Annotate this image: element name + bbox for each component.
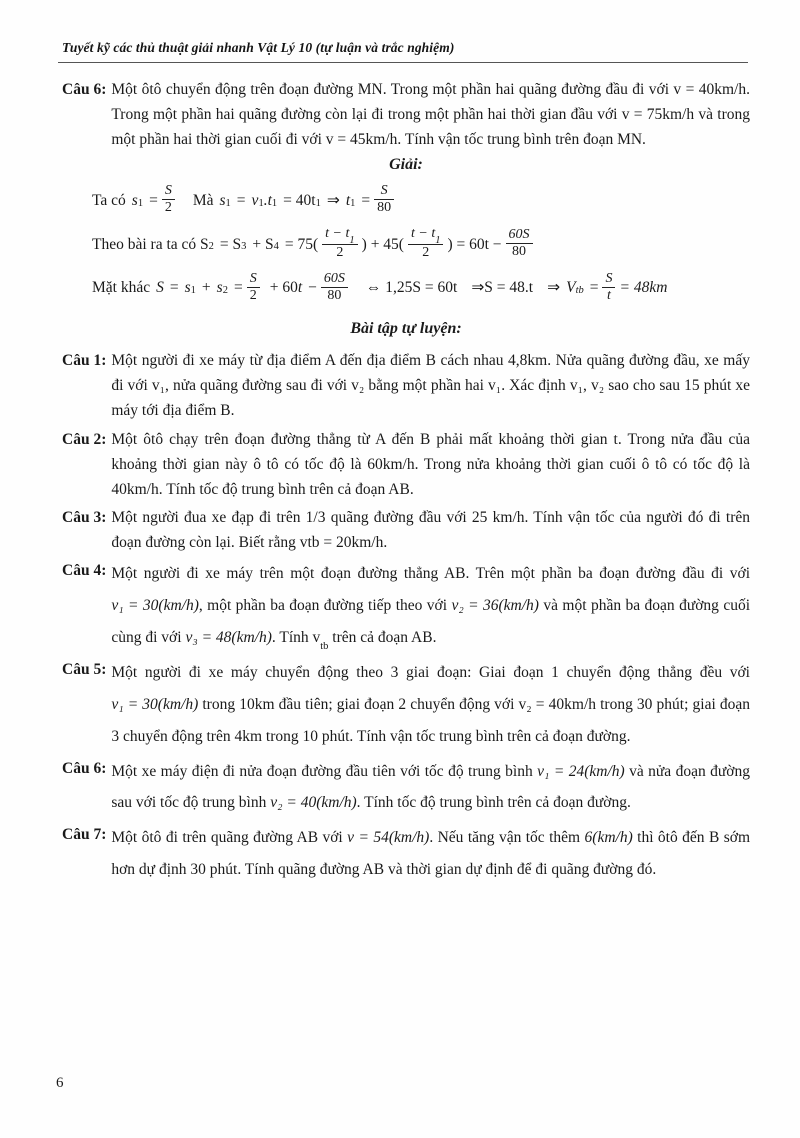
header-rule	[58, 62, 748, 63]
line3-f3-den: t	[602, 287, 615, 304]
line3-s1-sub: 1	[190, 285, 196, 297]
exercise-4-part-4-sub: tb	[320, 640, 329, 652]
exercise-5-part-1: Một người đi xe máy chuyển động theo 3 giai đoạn: Giai đoạn 1 chuyển động thẳng đều với	[111, 664, 750, 682]
line3-fraction-3	[602, 271, 615, 303]
line1-frac2-den: 80	[374, 199, 394, 216]
solved-example-block	[62, 77, 750, 152]
exercise-6-label: Câu 6:	[62, 759, 107, 777]
line3-f2-den: 80	[321, 287, 348, 304]
exercise-5	[62, 657, 750, 752]
line2-s4-sub: 4	[273, 241, 279, 253]
line1-fraction-S-80	[374, 183, 394, 215]
line1-40t-sub: 1	[315, 197, 321, 209]
line3-f1-num: S	[249, 270, 257, 286]
exercise-6-math-1: v₁ = 24(km/h)	[537, 762, 625, 780]
line3-arrow2: ⇒	[547, 279, 561, 297]
line3-s1: s	[184, 279, 191, 297]
line2-fraction-3	[506, 227, 533, 259]
exercise-2	[62, 427, 750, 502]
solution-line-2	[62, 227, 750, 262]
exercise-6-math-2: v₂ = 40(km/h)	[270, 794, 357, 812]
line2-mid: ) + 45(	[361, 235, 404, 253]
line1-v1-sub: 1	[258, 197, 264, 209]
exercise-5-text	[111, 657, 750, 752]
line1-s1-sub: 1	[137, 197, 144, 209]
page-header: Tuyết kỹ các thủ thuật giải nhanh Vật Lý 10 (tự luận và trắc nghiệm)	[62, 40, 455, 55]
exercise-5-math-1: v₁ = 30(km/h)	[111, 696, 199, 714]
line3-plus2: + 60	[269, 279, 298, 297]
line1-ma: Mà	[192, 191, 214, 209]
line2-f2-num: t − t	[410, 225, 436, 241]
exercise-3-label: Câu 3:	[62, 508, 107, 526]
line2-f1-num: t − t	[325, 225, 350, 241]
exercise-4-text	[111, 558, 750, 654]
line2-fraction-2	[408, 226, 443, 261]
line2-fraction-1	[322, 226, 357, 261]
line3-s2-sub: 2	[222, 285, 228, 297]
line2-f3-num: 60S	[508, 227, 530, 243]
solution-line-1	[62, 184, 750, 216]
line2-f1-den: 2	[322, 244, 357, 261]
exercise-3	[62, 505, 750, 555]
line3-plus: +	[201, 279, 211, 297]
line3-Vtb: V	[566, 279, 576, 297]
exercise-3-text: Một người đua xe đạp đi trên 1/3 quãng đường đầu với 25 km/h. Tính vận tốc của người đó đi trên đoạn đường còn lại. Biết rằng vtb = 20km/h.	[111, 508, 750, 551]
exercise-2-label: Câu 2:	[62, 430, 107, 448]
line3-result: = 48km	[619, 279, 668, 297]
exercise-4-part-5: trên cả đoạn AB.	[332, 628, 437, 646]
line1-eq: =	[149, 191, 158, 209]
line2-eq: = S	[219, 235, 242, 253]
line1-frac2-num: S	[380, 183, 388, 199]
exercise-7	[62, 822, 750, 886]
line2-eq3: ) = 60t −	[447, 235, 502, 253]
line2-s3-sub: 3	[241, 241, 247, 253]
exercise-5-part-2: trong 10km đầu tiên; giai đoạn 2 chuyển động với v₂ = 40km/h trong 30 phút; giai đoạn 3 chuyển động trên 4km trong 10 phút. Tính vận tốc trung bình trên cả đoạn đường.	[111, 696, 750, 745]
exercise-4-math-3: v₃ = 48(km/h)	[185, 628, 272, 646]
line1-t1-sub: 1	[271, 197, 278, 209]
line3-minus: −	[308, 279, 317, 297]
line3-eq2: =	[233, 279, 243, 297]
line3-Vtb-sub: tb	[575, 285, 584, 297]
line1-s1b: s	[219, 191, 226, 209]
line1-eq2: =	[236, 191, 246, 209]
page-body	[56, 77, 750, 886]
exercise-4-part-4: . Tính v	[271, 628, 321, 646]
line3-fraction-1	[247, 271, 260, 303]
exercises-heading: Bài tập tự luyện:	[350, 320, 462, 338]
exercise-6-text	[111, 756, 750, 820]
line3-prefix: Mặt khác	[92, 279, 151, 297]
line1-v1: v	[251, 191, 259, 209]
line1-frac-den: 2	[162, 199, 175, 216]
line2-f2-den: 2	[408, 244, 443, 261]
line3-f2-num: 60S	[323, 270, 345, 286]
line1-fraction-S-2	[162, 183, 175, 215]
line1-t1: t	[345, 191, 351, 209]
exercise-7-part-2: . Nếu tăng vận tốc thêm	[429, 829, 581, 847]
line1-prefix: Ta có	[92, 191, 126, 209]
line1-s1: s	[131, 191, 138, 209]
solution-heading: Giải:	[389, 156, 423, 174]
line2-f1-num-sub: 1	[349, 235, 355, 247]
exercise-6	[62, 756, 750, 820]
solution-line-3	[62, 272, 750, 304]
line2-f3-den: 80	[506, 243, 533, 260]
line3-f3-num: S	[605, 270, 613, 286]
line2-plus: + S	[252, 235, 274, 253]
exercise-7-text	[111, 822, 750, 886]
exercise-1-text: Một người đi xe máy từ địa điểm A đến địa điểm B cách nhau 4,8km. Nửa quãng đường đầu, xe mấy đi với v₁, nửa quãng đường sau đi với v₂ bằng một phần hai v₁. Xác định v₁, v₂ sao cho sau 15 phút xe máy tới địa điểm B.	[111, 352, 750, 420]
exercise-7-math-2: 6(km/h)	[584, 829, 633, 847]
exercise-4-label: Câu 4:	[62, 562, 107, 580]
line1-dot-t1: .t	[263, 191, 272, 209]
line3-s2: s	[216, 279, 223, 297]
line2-prefix: Theo bài ra ta có S	[92, 235, 209, 253]
line1-eq4: =	[361, 191, 371, 209]
line1-eq3: = 40t	[283, 191, 316, 209]
exercise-4-part-2: , một phần ba đoạn đường tiếp theo với	[198, 596, 448, 614]
line2-eq2: = 75(	[284, 235, 319, 253]
line2-f2-num-sub: 1	[435, 235, 441, 247]
exercise-2-text: Một ôtô chạy trên đoạn đường thẳng từ A đến B phải mất khoảng thời gian t. Trong nửa đầu của khoảng thời gian này ô tô có tốc độ là 60km/h. Trong nửa khoảng thời gian cuối ô tô có tốc độ là 40km/h. Tính tốc độ trung bình trên cả đoạn AB.	[111, 430, 750, 498]
line3-eq: =	[169, 279, 179, 297]
exercise-4-part-1: Một người đi xe máy trên một đoạn đường thẳng AB. Trên một phần ba đoạn đường đầu đi với	[111, 565, 750, 583]
line3-arrow: ⇒S = 48.t	[471, 279, 534, 297]
line2-s2-sub: 2	[208, 241, 214, 253]
exercise-6-part-3: . Tính tốc độ trung bình trên cả đoạn đường.	[356, 794, 631, 812]
line3-iff: ⇔ 1,25S = 60t	[365, 279, 458, 297]
line1-arrow: ⇒	[326, 191, 340, 209]
line3-fraction-2	[321, 271, 348, 303]
exercise-7-part-1: Một ôtô đi trên quãng đường AB với	[111, 829, 343, 847]
exercise-7-math-1: v = 54(km/h)	[347, 829, 430, 847]
solved-example-text: Một ôtô chuyển động trên đoạn đường MN. Trong một phần hai quãng đường đầu đi với v = 40km/h. Trong một phần hai quãng đường còn lại đi trong một phần hai thời gian đầu với v = 75km/h và trong một phần hai thời gian cuối đi với v = 45km/h. Tính vận tốc trung bình trên đoạn MN.	[111, 81, 750, 149]
line1-s1b-sub: 1	[225, 197, 231, 209]
line3-S: S	[156, 279, 164, 297]
exercise-1	[62, 348, 750, 423]
solved-example-label: Câu 6:	[62, 81, 107, 98]
exercise-4-math-1: v₁ = 30(km/h)	[111, 596, 199, 614]
exercise-5-label: Câu 5:	[62, 661, 107, 679]
exercise-7-part-3: thì ôtô đến B sớm hơn dự định 30 phút. Tính quãng đường AB và thời gian dự định để đi quãng đường đó.	[111, 829, 751, 878]
exercise-4-part-3: và một phần ba đoạn đường cuối cùng đi với	[111, 596, 751, 646]
page-number: 6	[56, 1075, 64, 1091]
exercise-1-label: Câu 1:	[62, 352, 107, 370]
exercise-4-math-2: v₂ = 36(km/h)	[451, 596, 539, 614]
exercise-6-part-2: và nửa đoạn đường sau với tốc độ trung bình	[111, 762, 751, 812]
exercise-4	[62, 558, 750, 654]
line1-t1b-sub: 1	[350, 197, 356, 209]
line3-f1-den: 2	[247, 287, 260, 304]
line3-eq3: =	[589, 279, 599, 297]
line1-frac-num: S	[164, 183, 172, 199]
exercise-6-part-1: Một xe máy điện đi nửa đoạn đường đầu tiên với tốc độ trung bình	[111, 762, 533, 780]
line3-t: t	[297, 279, 303, 297]
exercise-7-label: Câu 7:	[62, 826, 107, 844]
